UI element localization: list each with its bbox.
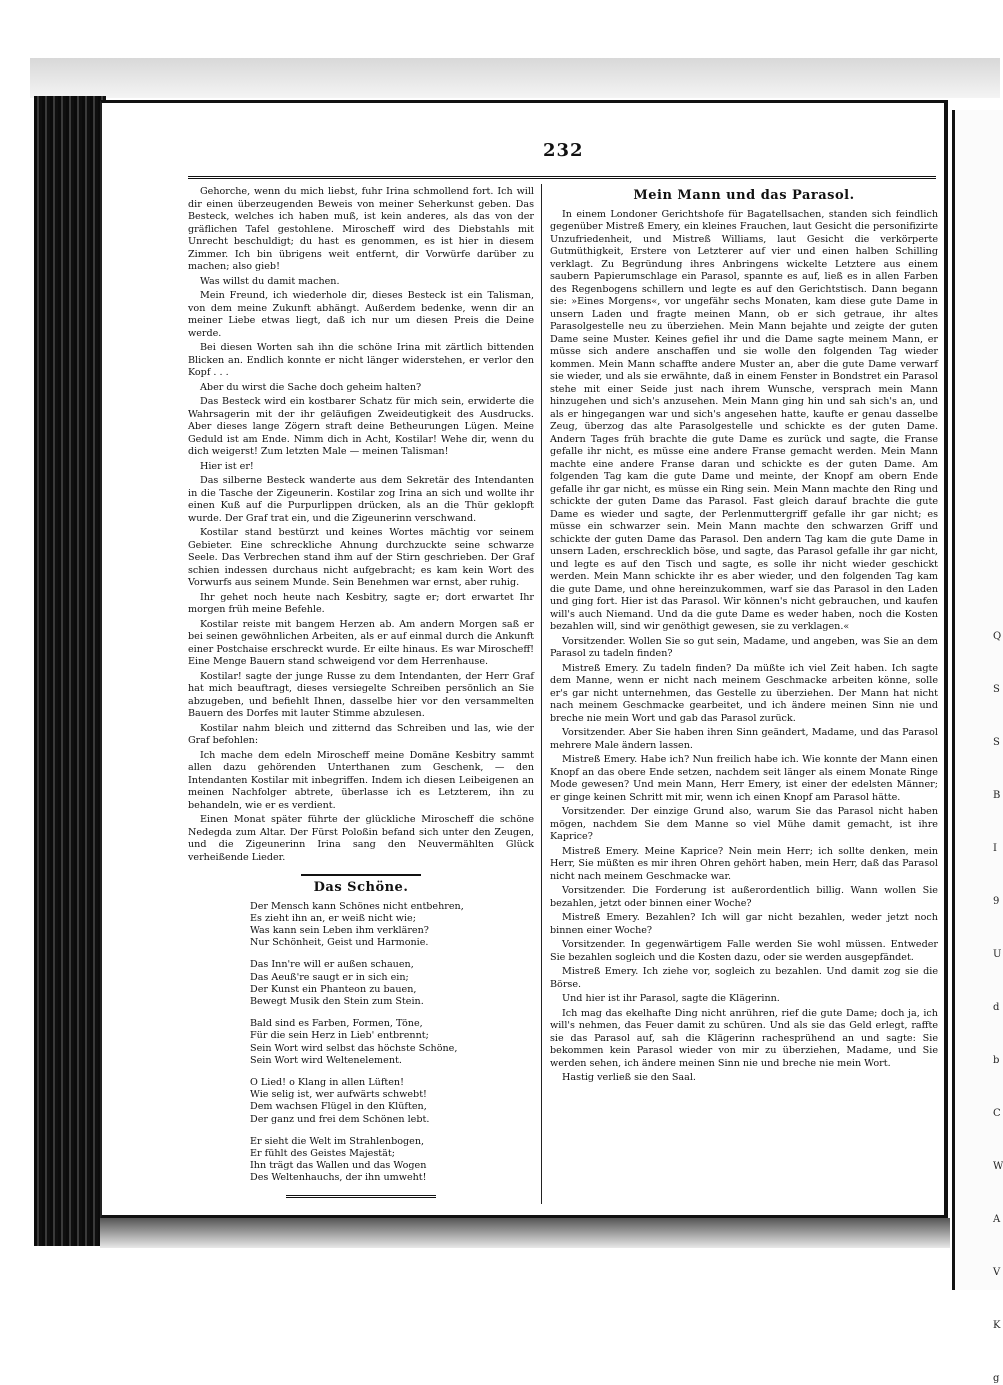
poem-line: Das Inn're will er außen schauen, xyxy=(250,959,414,971)
adjacent-page-fragment: g xyxy=(993,1373,1000,1384)
poem-line: Wie selig ist, wer aufwärts schwebt! xyxy=(250,1089,427,1101)
paragraph: Einen Monat später führte der glückliche Miroscheff die schöne Nedegda zum Altar. Der Fürst Poloßin befand sich unter den Zeugen, und die Zigeunerinn Irina sang den Neuvermählten Glück verheißende Lieder. xyxy=(188,814,534,863)
page-shadow xyxy=(100,1218,950,1248)
adjacent-page-fragment: b xyxy=(993,1055,1000,1066)
poem-line: Nur Schönheit, Geist und Harmonie. xyxy=(250,937,429,949)
poem-line: Bewegt Musik den Stein zum Stein. xyxy=(250,995,424,1007)
poem xyxy=(250,901,534,1185)
paragraph: Das silberne Besteck wanderte aus dem Sekretär des Intendanten in die Tasche der Zigeunerin. Kostilar zog Irina an sich und wollte ihr einen Kuß auf die Purpurlippen drücken, als an die Thür geklopft wurde. Der Graf trat ein, und die Zigeunerinn verschwand. xyxy=(188,475,534,524)
adjacent-page-fragment: K xyxy=(993,1320,1001,1331)
paragraph: Mistreß Emery. Habe ich? Nun freilich habe ich. Wie konnte der Mann einen Knopf an das obere Ende setzen, nachdem seit länger als einem Monate Ringe Mode gewesen? Und mein Mann, Herr Emery, ist einer der edelsten Männer; er ginge keinen Schritt mit mir, wenn ich einen Knopf am Parasol hätte. xyxy=(550,754,938,803)
paragraph: Aber du wirst die Sache doch geheim halten? xyxy=(200,381,422,393)
poem-line: Des Weltenhauchs, der ihn umweht! xyxy=(250,1172,427,1184)
poem-line: O Lied! o Klang in allen Lüften! xyxy=(250,1076,404,1088)
poem-line: Sein Wort wird selbst das höchste Schöne, xyxy=(250,1042,458,1054)
paragraph: Mistreß Emery. Meine Kaprice? Nein mein Herr; ich sollte denken, mein Herr, Sie müßten es mir ihren Ohren gehört haben, mein Herr, daß das Parasol nicht nach meinem Geschmacke war. xyxy=(550,845,938,882)
scan-edge xyxy=(30,58,1000,98)
poem-line: Sein Wort wird Weltenelement. xyxy=(250,1054,402,1066)
paragraph: Ihr gehet noch heute nach Kesbitry, sagte er; dort erwartet Ihr morgen früh meine Befehle. xyxy=(188,591,534,615)
adjacent-page-fragment: W xyxy=(993,1161,1003,1172)
paragraph: Vorsitzender. Wollen Sie so gut sein, Madame, und angeben, was Sie an dem Parasol zu tadeln finden? xyxy=(550,635,938,659)
page-number: 232 xyxy=(543,140,584,161)
paragraph: Das Besteck wird ein kostbarer Schatz für mich sein, erwiderte die Wahrsagerin mit der ihr geläufigen Zweideutigkeit des Ausdrucks. Aber dieses lange Zögern straft deine Betheurungen Lügen. Meine Geduld ist am Ende. Nimm dich in Acht, Kostilar! Wehe dir, wenn du dich weigerst! Zum letzten Male — meinen Talisman! xyxy=(188,396,534,457)
poem-end-rule xyxy=(286,1195,436,1198)
poem-line: Er sieht die Welt im Strahlenbogen, xyxy=(250,1135,425,1147)
column-divider xyxy=(541,184,542,1204)
paragraph: Hier ist er! xyxy=(200,460,254,472)
paragraph: Kostilar reiste mit bangem Herzen ab. Am andern Morgen saß er bei seinen gewöhnlichen Arbeiten, als er auf einmal durch die Ankunft einer Postchaise erschreckt wurde. Er eilte hinaus. Es war Miroscheff! Eine Menge Bauern stand schweigend vor dem Herrenhause. xyxy=(188,618,534,667)
adjacent-page-fragment: U xyxy=(993,949,1002,960)
adjacent-page-fragment: 9 xyxy=(993,896,1000,907)
adjacent-page-fragment: B xyxy=(993,790,1001,801)
right-column xyxy=(550,186,938,1087)
paragraph: Vorsitzender. In gegenwärtigem Falle werden Sie wohl müssen. Entweder Sie bezahlen sogleich und die Kosten dazu, oder sie werden ausgepfändet. xyxy=(550,939,938,963)
poem-line: Das Aeuß're saugt er in sich ein; xyxy=(250,971,409,983)
paragraph: Kostilar stand bestürzt und keines Wortes mächtig vor seinem Gebieter. Eine schreckliche Ahnung durchzuckte seine schwarze Seele. Das Verbrechen stand ihm auf der Stirn geschrieben. Der Graf schien indessen durchaus nicht aufgebracht; es kam kein Wort des Vorwurfs aus seinem Munde. Sein Benehmen war ernst, aber ruhig. xyxy=(188,527,534,588)
poem-line: Es zieht ihn an, er weiß nicht wie; xyxy=(250,912,416,924)
poem-title: Das Schöne. xyxy=(313,880,409,895)
article-title: Mein Mann und das Parasol. xyxy=(633,188,855,203)
paragraph: Bei diesen Worten sah ihn die schöne Irina mit zärtlich bittenden Blicken an. Endlich konnte er nicht länger widerstehen, er verlor den Kopf . . . xyxy=(188,342,534,378)
adjacent-page-fragment: S xyxy=(993,684,1000,695)
poem-stanza xyxy=(250,959,534,1008)
paragraph: Ich mag das ekelhafte Ding nicht anrühren, rief die gute Dame; doch ja, ich will's nehmen, das Feuer damit zu schüren. Und als sie das Geld erlegt, raffte sie das Parasol auf, sah die Klägerinn rachesprühend an und sagte: Sie bekommen kein Parasol wieder von mir zu überziehen, Madame, und Sie werden sehen, ich ändere meinen Sinn nie und breche nie mein Wort. xyxy=(550,1007,938,1069)
poem-stanza xyxy=(250,901,534,950)
right-column-text xyxy=(550,209,938,1085)
paragraph: Vorsitzender. Der einzige Grund also, warum Sie das Parasol nicht haben mögen, nachdem Sie dem Manne so viel Mühe damit gemacht, ist ihre Kaprice? xyxy=(550,806,938,842)
paragraph: Und hier ist ihr Parasol, sagte die Klägerinn. xyxy=(562,993,780,1004)
poem-line: Der Mensch kann Schönes nicht entbehren, xyxy=(250,900,464,912)
adjacent-page-fragment: I xyxy=(993,843,997,854)
poem-line: Was kann sein Leben ihm verklären? xyxy=(250,924,429,936)
book-binding xyxy=(34,96,106,1246)
left-column xyxy=(188,186,534,1198)
adjacent-page-fragments xyxy=(955,630,1003,1385)
paragraph: Vorsitzender. Die Forderung ist außerordentlich billig. Wann wollen Sie bezahlen, jetzt oder binnen einer Woche? xyxy=(550,885,938,909)
paragraph: Ich mache dem edeln Miroscheff meine Domäne Kesbitry sammt allen dazu gehörenden Unterthanen zum Geschenk, — den Intendanten Kostilar mit inbegriffen. Indem ich diesen Leibeigenen an meinen Nachfolger abtrete, überlasse ich es Letzterem, ihn zu behandeln, wie er es verdient. xyxy=(188,749,534,811)
header-rule xyxy=(188,176,936,179)
adjacent-page-fragment: d xyxy=(993,1002,1000,1013)
paragraph: Kostilar nahm bleich und zitternd das Schreiben und las, wie der Graf befohlen: xyxy=(188,722,534,746)
paragraph: Gehorche, wenn du mich liebst, fuhr Irina schmollend fort. Ich will dir einen überzeugenden Beweis von meiner Seherkunst geben. Das Besteck, welches ich haben muß, ist kein anderes, als das von der gräflichen Tafel gestohlene. Miroscheff wird des Diebstahls mit Unrecht beschuldigt; du hast es genommen, es ist hier in diesem Zimmer. Ich bin übrigens weit entfernt, dir Vorwürfe darüber zu machen; also gieb! xyxy=(188,186,534,272)
adjacent-page-fragment: Q xyxy=(993,631,1002,642)
paragraph: Kostilar! sagte der junge Russe zu dem Intendanten, der Herr Graf hat mich beauftragt, dieses versiegelte Schreiben persönlich an Sie abzugeben, und befiehlt Ihnen, dasselbe hier vor den versammelten Bauern des Dorfes mit lauter Stimme abzulesen. xyxy=(188,670,534,719)
paragraph: Mistreß Emery. Bezahlen? Ich will gar nicht bezahlen, weder jetzt noch binnen einer Woche? xyxy=(550,912,938,936)
paragraph: Mistreß Emery. Zu tadeln finden? Da müßte ich viel Zeit haben. Ich sagte dem Manne, wenn er nicht nach meinem Geschmacke arbeiten könne, solle er's gar nicht unternehmen, das Gestelle zu überziehen. Der Mann hat nicht nach meinem Geschmacke gearbeitet, und ich ändere meinen Sinn nie und breche nie mein Wort und gab das Parasol zurück. xyxy=(550,662,938,724)
poem-line: Bald sind es Farben, Formen, Töne, xyxy=(250,1018,423,1030)
left-column-text xyxy=(188,186,534,864)
adjacent-page-fragment: C xyxy=(993,1108,1001,1119)
adjacent-page-fragment: S xyxy=(993,737,1000,748)
adjacent-page-strip xyxy=(952,110,1003,1384)
paragraph: Was willst du damit machen. xyxy=(200,275,340,287)
poem-stanza xyxy=(250,1018,534,1067)
poem-line: Der ganz und frei dem Schönen lebt. xyxy=(250,1113,430,1125)
adjacent-page-fragment: A xyxy=(993,1214,1001,1225)
paragraph: Mistreß Emery. Ich ziehe vor, sogleich zu bezahlen. Und damit zog sie die Börse. xyxy=(550,966,938,990)
poem-line: Dem wachsen Flügel in den Klüften, xyxy=(250,1101,427,1113)
poem-stanza xyxy=(250,1077,534,1126)
paragraph: Hastig verließ sie den Saal. xyxy=(562,1072,696,1083)
poem-line: Für die sein Herz in Lieb' entbrennt; xyxy=(250,1030,429,1042)
section-divider xyxy=(301,874,421,876)
paragraph: In einem Londoner Gerichtshofe für Bagatellsachen, standen sich feindlich gegenüber Mistreß Emery, ein kleines Frauchen, laut Gesicht die personifizirte Unzufriedenheit, und Mistreß Williams, laut Gesicht die verkörperte Gutmüthigkeit, Erstere von Letzterer auf vier und einen halben Schilling verklagt. Zu Begründung ihres Anbringens wickelte Letztere aus einem saubern Papierumschlage ein Parasol, spannte es auf, ließ es in allen Farben des Regenbogens schillern und legte es auf den Gerichtstisch. Dann begann sie: »Eines Morgens«, vor ungefähr sechs Monaten, kam diese gute Dame in unsern Laden und fragte meinen Mann, ob er sich getraue, ihr altes Parasolgestelle neu zu überziehen. Mein Mann bejahte und zeigte der guten Dame seine Muster. Keines gefiel ihr und die Dame sagte meinem Mann, er müsse sich andere anschaffen und sie wolle den folgenden Tag wieder kommen. Mein Mann schaffte andere Muster an, aber die gute Dame verwarf sie wieder, und als sie erwähnte, daß in einem Fenster in Bondstret ein Parasol stehe mit einer Seide just nach ihrem Wunsche, versprach mein Mann hinzugehen und sich's anzusehen. Mein Mann ging hin und sah sich's an, und als er hingegangen war und sich's angesehen hatte, kaufte er genau dasselbe Zeug, überzog das alte Parasolgestelle und schickte es der guten Dame. Andern Tages früh brachte die gute Dame es zurück und sagte, die Franse gefalle ihr nicht, es müsse eine andere Franse gemacht werden. Mein Mann machte eine andere Franse daran und schickte es der guten Dame. Am folgenden Tag kam die gute Dame und meinte, der Knopf am obern Ende gefalle ihr gar nicht, es müsse ein Ring sein. Mein Mann machte den Ring und schickte der guten Dame das Parasol. Fast gleich darauf brachte die gute Dame es wieder und sagte, der Perlenmuttergriff gefalle ihr gar nicht; es müsse ein schwarzer sein. Mein Mann machte den schwarzen Griff und schickte der guten Dame das Parasol. Den andern Tag kam die gute Dame in unsern Laden, erschrecklich böse, und sagte, das Parasol gefalle ihr gar nicht, und legte es auf den Tisch und sagte, es solle ihr nicht wieder geschickt werden. Mein Mann schickte ihr es aber wieder, und den folgenden Tag kam die gute Dame, und ohne hereinzukommen, warf sie das Parasol in den Laden und ging fort. Hier ist das Parasol. Wir können's nicht gebrauchen, und kaufen will's auch Niemand. Und da die gute Dame es weder haben, noch die Kosten bezahlen will, sind wir genöthigt gewesen, sie zu verklagen.« xyxy=(550,208,938,632)
poem-stanza xyxy=(250,1136,534,1185)
paragraph: Vorsitzender. Aber Sie haben ihren Sinn geändert, Madame, und das Parasol mehrere Male ändern lassen. xyxy=(550,727,938,751)
adjacent-page-fragment: V xyxy=(993,1267,1001,1278)
paragraph: Mein Freund, ich wiederhole dir, dieses Besteck ist ein Talisman, von dem meine Zukunft abhängt. Außerdem bedenke, wenn dir an meiner Liebe etwas liegt, daß ich nur um diesen Preis die Deine werde. xyxy=(188,290,534,339)
poem-line: Er fühlt des Geistes Majestät; xyxy=(250,1147,395,1159)
poem-line: Der Kunst ein Phanteon zu bauen, xyxy=(250,983,417,995)
poem-line: Ihn trägt das Wallen und das Wogen xyxy=(250,1160,427,1172)
